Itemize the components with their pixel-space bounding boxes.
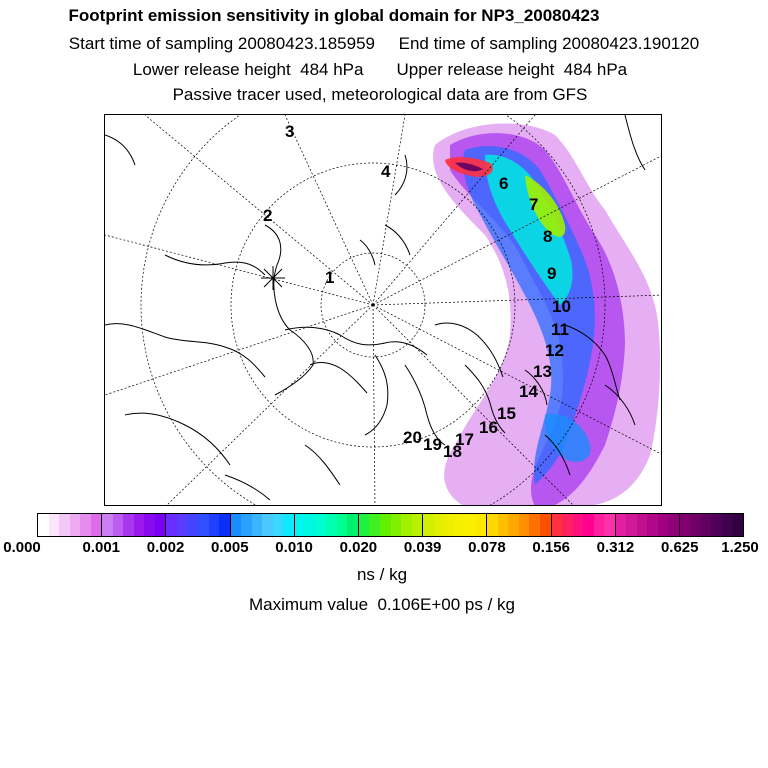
colorbar-cell bbox=[422, 514, 434, 536]
colorbar-tick-label: 0.000 bbox=[3, 539, 41, 556]
colorbar-cell bbox=[604, 514, 615, 536]
colorbar-cell bbox=[380, 514, 391, 536]
colorbar-cell bbox=[540, 514, 551, 536]
colorbar-cell bbox=[369, 514, 380, 536]
colorbar-tick-label: 0.010 bbox=[275, 539, 313, 556]
footprint-map bbox=[105, 115, 662, 506]
colorbar-tick-label: 0.039 bbox=[403, 539, 442, 556]
colorbar-cell bbox=[294, 514, 306, 536]
colorbar-cell bbox=[241, 514, 252, 536]
colorbar-tick-label: 1.250 bbox=[721, 539, 759, 556]
colorbar-cell bbox=[252, 514, 263, 536]
colorbar-cell bbox=[615, 514, 627, 536]
colorbar-cell bbox=[551, 514, 563, 536]
colorbar-tick-label: 0.005 bbox=[211, 539, 249, 556]
colorbar-cell bbox=[337, 514, 348, 536]
colorbar-cell bbox=[155, 514, 166, 536]
trajectory-label: 17 bbox=[455, 430, 474, 449]
colorbar-ticks bbox=[0, 537, 768, 557]
colorbar-cell bbox=[498, 514, 509, 536]
colorbar-cell bbox=[177, 514, 188, 536]
trajectory-label: 14 bbox=[519, 382, 538, 401]
trajectory-label: 6 bbox=[499, 174, 509, 193]
trajectory-label: 18 bbox=[443, 442, 462, 461]
colorbar bbox=[37, 513, 744, 537]
colorbar-cell bbox=[305, 514, 316, 536]
colorbar-cell bbox=[326, 514, 337, 536]
colorbar-cell bbox=[434, 514, 445, 536]
colorbar-cell bbox=[391, 514, 402, 536]
colorbar-cell bbox=[711, 514, 722, 536]
colorbar-cell bbox=[198, 514, 209, 536]
colorbar-cell bbox=[283, 514, 294, 536]
trajectory-label: 9 bbox=[547, 264, 557, 283]
colorbar-cell bbox=[476, 514, 487, 536]
trajectory-label: 16 bbox=[479, 418, 498, 437]
colorbar-cell bbox=[455, 514, 466, 536]
colorbar-tick-label: 0.625 bbox=[660, 539, 699, 556]
colorbar-cell bbox=[123, 514, 134, 536]
sampling-time-line: Start time of sampling 20080423.185959 End time of sampling 20080423.190120 bbox=[68, 34, 700, 53]
trajectory-label: 12 bbox=[545, 341, 564, 360]
map-panel bbox=[104, 114, 662, 506]
colorbar-tick-label: 0.078 bbox=[468, 539, 506, 556]
tracer-info-line: Passive tracer used, meteorological data are from GFS bbox=[172, 85, 588, 104]
trajectory-label: 19 bbox=[423, 435, 442, 454]
colorbar-cell bbox=[690, 514, 701, 536]
colorbar-cell bbox=[144, 514, 155, 536]
colorbar-cell bbox=[637, 514, 648, 536]
colorbar-cell bbox=[583, 514, 594, 536]
colorbar-cell bbox=[701, 514, 712, 536]
maximum-value-label: Maximum value 0.106E+00 ps / kg bbox=[249, 595, 515, 614]
colorbar-cell bbox=[668, 514, 679, 536]
release-height-line: Lower release height 484 hPa Upper release height 484 hPa bbox=[132, 60, 628, 79]
colorbar-cell bbox=[101, 514, 113, 536]
colorbar-cell bbox=[647, 514, 658, 536]
colorbar-tick-label: 0.020 bbox=[339, 539, 378, 556]
trajectory-label: 4 bbox=[381, 162, 391, 181]
asterisk-release-point-icon bbox=[261, 266, 285, 290]
colorbar-cell bbox=[573, 514, 584, 536]
colorbar-cell bbox=[594, 514, 605, 536]
colorbar-cell bbox=[49, 514, 60, 536]
colorbar-cell bbox=[230, 514, 242, 536]
colorbar-cell bbox=[70, 514, 81, 536]
colorbar-cell bbox=[38, 514, 49, 536]
colorbar-cell bbox=[401, 514, 412, 536]
colorbar-cell bbox=[80, 514, 91, 536]
colorbar-cell bbox=[562, 514, 573, 536]
colorbar-cell bbox=[658, 514, 669, 536]
colorbar-cell bbox=[59, 514, 70, 536]
trajectory-label: 1 bbox=[325, 268, 335, 287]
colorbar-cell bbox=[722, 514, 733, 536]
page-title: Footprint emission sensitivity in global domain for NP3_20080423 bbox=[68, 6, 600, 25]
colorbar-tick-label: 0.002 bbox=[146, 539, 185, 556]
colorbar-cell bbox=[733, 514, 744, 536]
colorbar-cell bbox=[412, 514, 423, 536]
colorbar-cell bbox=[187, 514, 198, 536]
colorbar-tick-label: 0.156 bbox=[532, 539, 570, 556]
colorbar-tick-label: 0.312 bbox=[596, 539, 635, 556]
colorbar-cell bbox=[519, 514, 530, 536]
colorbar-cell bbox=[508, 514, 519, 536]
colorbar-cell bbox=[529, 514, 540, 536]
colorbar-cell bbox=[219, 514, 230, 536]
colorbar-cell bbox=[486, 514, 498, 536]
trajectory-label: 7 bbox=[529, 195, 539, 214]
colorbar-tick-label: 0.001 bbox=[82, 539, 121, 556]
colorbar-cell bbox=[358, 514, 370, 536]
colorbar-cell bbox=[113, 514, 124, 536]
colorbar-cell bbox=[316, 514, 327, 536]
trajectory-label: 15 bbox=[497, 404, 516, 423]
trajectory-label: 8 bbox=[543, 227, 553, 246]
colorbar-cell bbox=[626, 514, 637, 536]
trajectory-label: 11 bbox=[551, 320, 569, 339]
colorbar-cell bbox=[262, 514, 273, 536]
colorbar-cell bbox=[679, 514, 691, 536]
colorbar-units: ns / kg bbox=[356, 565, 408, 584]
trajectory-label: 10 bbox=[552, 297, 571, 316]
trajectory-label: 3 bbox=[285, 122, 295, 141]
trajectory-label: 2 bbox=[263, 206, 273, 225]
colorbar-cell bbox=[444, 514, 455, 536]
trajectory-label: 20 bbox=[403, 428, 422, 447]
trajectory-label: 13 bbox=[533, 362, 552, 381]
colorbar-cell bbox=[165, 514, 177, 536]
colorbar-cell bbox=[134, 514, 145, 536]
colorbar-cell bbox=[347, 514, 358, 536]
colorbar-cell bbox=[273, 514, 284, 536]
colorbar-cell bbox=[209, 514, 220, 536]
colorbar-cell bbox=[465, 514, 476, 536]
colorbar-cell bbox=[91, 514, 102, 536]
